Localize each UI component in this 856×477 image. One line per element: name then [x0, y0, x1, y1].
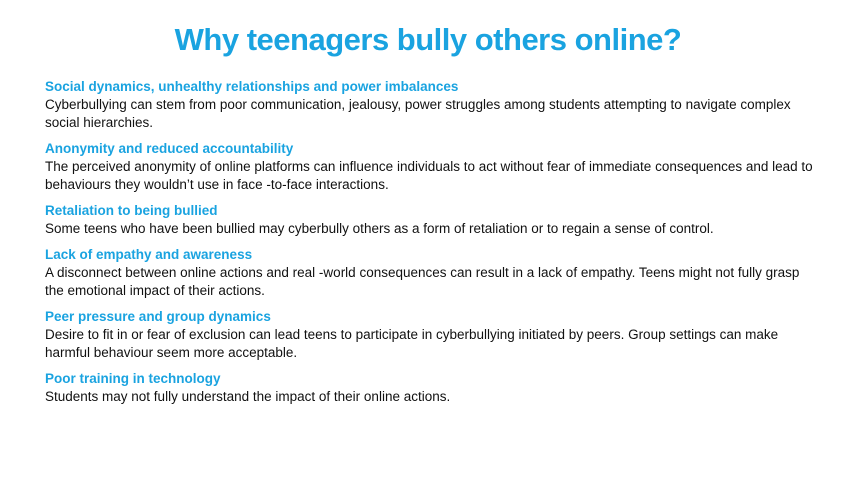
- section-heading: Retaliation to being bullied: [45, 203, 218, 218]
- section-body: The perceived anonymity of online platforms can influence individuals to act without fear of immediate consequences and lead to behaviours they wouldn’t use in face -to-face interactions.: [45, 159, 813, 192]
- slide-title: Why teenagers bully others online?: [174, 22, 682, 57]
- section-technology-training: [45, 370, 815, 406]
- section-body: Students may not fully understand the impact of their online actions.: [45, 389, 451, 404]
- section-body: A disconnect between online actions and real -world consequences can result in a lack of empathy. Teens might not fully grasp the emotional impact of their actions.: [45, 265, 800, 298]
- section-peer-pressure: [45, 308, 815, 362]
- section-anonymity: [45, 140, 815, 194]
- section-body: Desire to fit in or fear of exclusion can lead teens to participate in cyberbullying initiated by peers. Group settings can make harmful behaviour seem more acceptable.: [45, 327, 779, 360]
- sections-list: [45, 78, 815, 414]
- section-heading: Lack of empathy and awareness: [45, 247, 253, 262]
- section-heading: Social dynamics, unhealthy relationships and power imbalances: [45, 79, 459, 94]
- section-retaliation: [45, 202, 815, 238]
- section-body: Some teens who have been bullied may cyberbully others as a form of retaliation or to regain a sense of control.: [45, 221, 714, 236]
- section-social-dynamics: [45, 78, 815, 132]
- section-empathy: [45, 246, 815, 300]
- section-body: Cyberbullying can stem from poor communication, jealousy, power struggles among students attempting to navigate complex social hierarchies.: [45, 97, 791, 130]
- section-heading: Peer pressure and group dynamics: [45, 309, 271, 324]
- section-heading: Anonymity and reduced accountability: [45, 141, 294, 156]
- section-heading: Poor training in technology: [45, 371, 221, 386]
